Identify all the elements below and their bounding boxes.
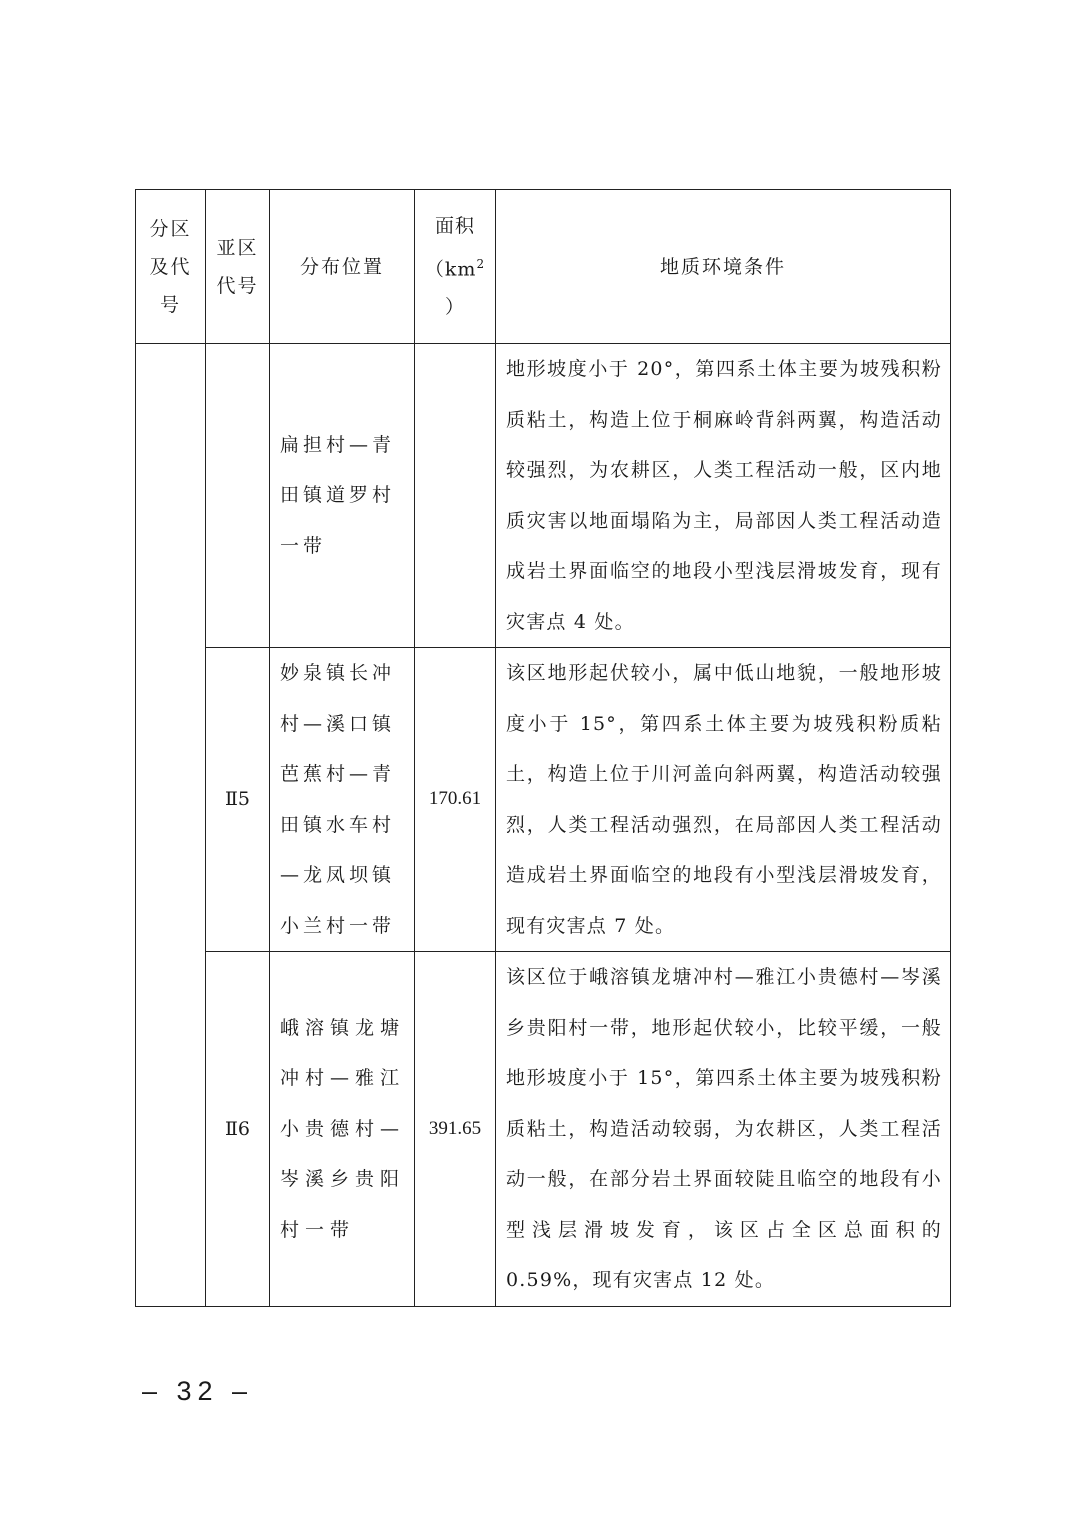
geology-zone-table: [135, 189, 951, 1307]
zone-code-cell: [136, 344, 206, 1307]
condition-cell: 该区位于峨溶镇龙塘冲村—雅江小贵德村—岑溪乡贵阳村一带，地形起伏较小，比较平缓，一般地形坡度小于 15°，第四系土体主要为坡残积粉质粘土，构造活动较弱，为农耕区，人类工程活动一般，在部分岩土界面较陡且临空的地段有小型浅层滑坡发育，该区占全区总面积的 0.59%，现有灾害点 12 处。: [496, 952, 951, 1307]
table-row: [136, 952, 951, 1307]
condition-cell: 地形坡度小于 20°，第四系土体主要为坡残积粉质粘土，构造上位于桐麻岭背斜两翼，构造活动较强烈，为农耕区，人类工程活动一般，区内地质灾害以地面塌陷为主，局部因人类工程活动造成岩土界面临空的地段小型浅层滑坡发育，现有灾害点 4 处。: [496, 344, 951, 648]
subzone-code-cell: Ⅱ5: [206, 648, 270, 952]
header-location: 分布位置: [270, 190, 415, 344]
header-area: 面积 （$km^2$ ）: [415, 190, 496, 344]
header-condition: 地质环境条件: [496, 190, 951, 344]
area-cell: [415, 344, 496, 648]
table-row: [136, 344, 951, 648]
area-cell: 391.65: [415, 952, 496, 1307]
location-cell: 扁担村—青田镇道罗村一带: [270, 344, 415, 648]
condition-cell: 该区地形起伏较小，属中低山地貌，一般地形坡度小于 15°，第四系土体主要为坡残积粉质粘土，构造上位于川河盖向斜两翼，构造活动较强烈，人类工程活动强烈，在局部因人类工程活动造成岩土界面临空的地段有小型浅层滑坡发育，现有灾害点 7 处。: [496, 648, 951, 952]
location-cell: 峨溶镇龙塘冲村—雅江小贵德村—岑溪乡贵阳村一带: [270, 952, 415, 1307]
header-subzone-code: 亚区代号: [206, 190, 270, 344]
header-zone-code: 分区及代号: [136, 190, 206, 344]
area-cell: 170.61: [415, 648, 496, 952]
subzone-code-cell: [206, 344, 270, 648]
table-row: [136, 648, 951, 952]
table-header-row: [136, 190, 951, 344]
subzone-code-cell: Ⅱ6: [206, 952, 270, 1307]
page-number: – 32 –: [142, 1376, 254, 1406]
location-cell: 妙泉镇长冲村—溪口镇芭蕉村—青田镇水车村—龙凤坝镇小兰村一带: [270, 648, 415, 952]
